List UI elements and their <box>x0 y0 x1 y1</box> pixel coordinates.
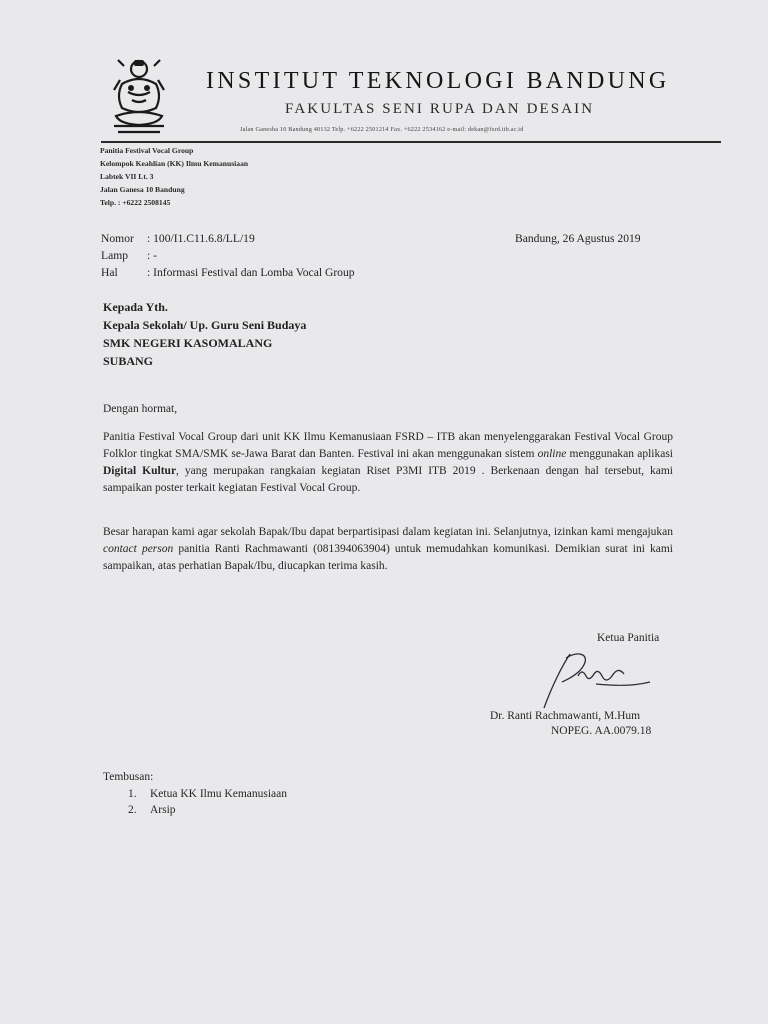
place-date: Bandung, 26 Agustus 2019 <box>515 232 641 245</box>
sender-line: Jalan Ganesa 10 Bandung <box>100 185 185 194</box>
institution-name: INSTITUT TEKNOLOGI BANDUNG <box>206 68 670 94</box>
recipient-line: Kepala Sekolah/ Up. Guru Seni Budaya <box>103 318 307 332</box>
letterhead-divider <box>101 141 721 143</box>
cc-item <box>128 802 287 818</box>
cc-title: Tembusan: <box>103 771 154 783</box>
cc-item-text: Arsip <box>150 804 176 816</box>
nomor-label: Nomor <box>101 232 134 245</box>
sender-block <box>100 144 248 209</box>
paragraph-2 <box>103 524 673 575</box>
signatory-id: NOPEG. AA.0079.18 <box>551 725 652 737</box>
recipient-line: SUBANG <box>103 354 154 368</box>
letterhead-address: Jalan Ganesha 10 Bandung 40132 Telp. +6222 2501214 Fax. +6222 2534162 e-mail: dekan@fsrd.itb.ac.id <box>240 126 524 133</box>
recipient-line: Kepada Yth. <box>103 300 168 314</box>
sender-line: Telp. : +6222 2508145 <box>100 198 171 207</box>
handwritten-signature <box>538 646 653 716</box>
lamp-label: Lamp <box>101 249 129 262</box>
cc-item-number: 2. <box>128 804 137 816</box>
p1-text: menggunakan aplikasi <box>566 448 673 460</box>
p2-text: panitia Ranti Rachmawanti (081394063904) untuk memudahkan komunikasi. Demikian surat ini kami sampaikan, atas perhatian Bapak/Ibu, diucapkan terima kasih. <box>103 543 674 572</box>
sender-line: Panitia Festival Vocal Group <box>100 146 194 155</box>
p2-contact-person: contact person <box>103 543 174 555</box>
itb-ganesha-logo <box>106 56 172 136</box>
cc-list <box>128 786 287 818</box>
hal-value: : Informasi Festival dan Lomba Vocal Group <box>147 266 355 279</box>
cc-item-number: 1. <box>128 788 137 800</box>
p1-app-name: Digital Kultur <box>103 465 177 477</box>
cc-item-text: Ketua KK Ilmu Kemanusiaan <box>150 788 288 800</box>
p1-online: online <box>537 448 567 460</box>
hal-label: Hal <box>101 266 118 279</box>
lamp-value: : - <box>147 249 157 262</box>
paragraph-1 <box>103 429 673 497</box>
greeting: Dengan hormat, <box>103 403 178 415</box>
nomor-value: : 100/I1.C11.6.8/LL/19 <box>147 232 255 245</box>
meta-lamp <box>101 249 157 262</box>
sender-line: Labtek VII Lt. 3 <box>100 172 154 181</box>
meta-hal <box>101 266 355 279</box>
cc-item <box>128 786 287 802</box>
recipient-block <box>103 298 306 370</box>
meta-nomor <box>101 232 255 245</box>
p1-text: Panitia Festival Vocal Group dari unit KK Ilmu Kemanusiaan FSRD – ITB akan menyelenggarakan Festival Vocal Group Folklor tingkat SMA/SMK se-Jawa Barat dan Banten. Festival ini akan menggunakan sistem <box>103 431 673 460</box>
signatory-name: Dr. Ranti Rachmawanti, M.Hum <box>490 710 641 722</box>
sender-line: Kelompok Keahlian (KK) Ilmu Kemanusiaan <box>100 159 249 168</box>
signature-role: Ketua Panitia <box>597 632 660 644</box>
faculty-name: FAKULTAS SENI RUPA DAN DESAIN <box>285 101 595 117</box>
p2-text: Besar harapan kami agar sekolah Bapak/Ibu dapat berpartisipasi dalam kegiatan ini. Selanjutnya, izinkan kami mengajukan <box>103 526 673 538</box>
p1-text: , yang merupakan rangkaian kegiatan Riset P3MI ITB 2019 . Berkenaan dengan hal tersebut, kami sampaikan poster terkait kegiatan Festival Vocal Group. <box>103 465 673 494</box>
recipient-line: SMK NEGERI KASOMALANG <box>103 336 273 350</box>
